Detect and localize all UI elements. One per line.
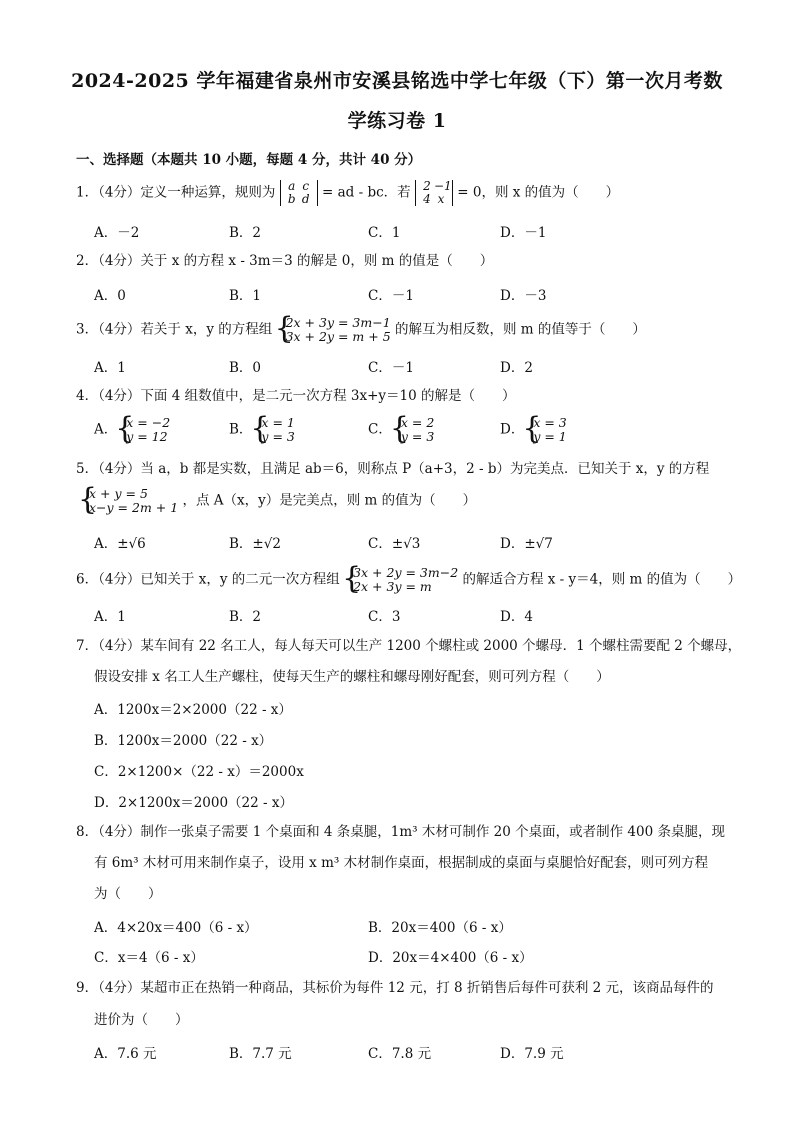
- option-c: C．±√3: [368, 536, 421, 552]
- option-a: A．1200x＝2×2000（22 - x）: [94, 702, 292, 718]
- question-7: 7．（4分）某车间有 22 名工人，每人每天可以生产 1200 个螺柱或 2000 个螺母．1 个螺柱需要配 2 个螺母，: [76, 638, 742, 654]
- option-b: B．{ x = 1 y = 3: [229, 416, 295, 444]
- option-a: A．4×20x＝400（6 - x）: [94, 920, 258, 936]
- option-c: C．x＝4（6 - x）: [94, 950, 204, 966]
- option-c: C．7.8 元: [368, 1046, 432, 1062]
- option-b: B．20x＝400（6 - x）: [368, 920, 512, 936]
- option-d: D．2×1200x＝2000（22 - x）: [94, 795, 293, 811]
- question-8-cont2: 为（ ）: [94, 886, 162, 902]
- option-b: B．0: [229, 360, 262, 376]
- question-text: 1．（4分）定义一种运算，规则为: [76, 184, 276, 201]
- option-d: D．±√7: [500, 536, 553, 552]
- option-c: C．－1: [368, 360, 414, 376]
- option-a: A．1: [94, 609, 126, 625]
- option-d: D．－1: [500, 225, 547, 241]
- page-title-line1: 2024-2025 学年福建省泉州市安溪县铭选中学七年级（下）第一次月考数: [71, 70, 723, 92]
- equation-system: { 2x + 3y = 3m−1 3x + 2y = m + 5: [277, 316, 391, 344]
- option-d: D．－3: [500, 288, 547, 304]
- option-c: C．1: [368, 225, 401, 241]
- question-9-cont: 进价为（ ）: [94, 1012, 189, 1028]
- question-5-cont: { x + y = 5 x−y = 2m + 1 ，点 A（x，y）是完美点，则 m 的值为（ ）: [76, 487, 476, 515]
- option-c: C．2×1200×（22 - x）＝2000x: [94, 764, 304, 780]
- option-c: C．3: [368, 609, 401, 625]
- question-5: 5．（4分）当 a，b 都是实数，且满足 ab＝6，则称点 P（a+3，2 - b）为完美点．已知关于 x，y 的方程: [76, 461, 710, 477]
- option-a: A．－2: [94, 225, 140, 241]
- option-d: D．2: [500, 360, 533, 376]
- option-d: D．4: [500, 609, 533, 625]
- question-text: = 0，则 x 的值为（ ）: [457, 184, 620, 201]
- option-a: A．7.6 元: [94, 1046, 157, 1062]
- option-a: A．0: [94, 288, 126, 304]
- question-9: 9．（4分）某超市正在热销一种商品，其标价为每件 12 元，打 8 折销售后每件可获利 2 元，该商品每件的: [76, 980, 714, 996]
- question-8: 8．（4分）制作一张桌子需要 1 个桌面和 4 条桌腿，1m³ 木材可制作 20 个桌面，或者制作 400 条桌腿，现: [76, 824, 725, 840]
- section-heading: 一、选择题（本题共 10 小题，每题 4 分，共计 40 分）: [76, 152, 422, 168]
- question-4: 4．（4分）下面 4 组数值中，是二元一次方程 3x+y＝10 的解是（ ）: [76, 388, 516, 404]
- option-b: B．7.7 元: [229, 1046, 292, 1062]
- option-d: D．{ x = 3 y = 1: [500, 416, 567, 444]
- option-b: B．2: [229, 609, 262, 625]
- determinant-given: 2 −1 4 x: [415, 180, 453, 206]
- question-text: = ad - bc．若: [322, 184, 411, 201]
- question-1: [76, 180, 619, 206]
- page-title-line2: 学练习卷 1: [347, 110, 447, 132]
- question-6: 6．（4分）已知关于 x，y 的二元一次方程组 { 3x + 2y = 3m−2 2x + 3y = m 的解适合方程 x - y＝4，则 m 的值为（ ）: [76, 566, 741, 594]
- option-d: D．7.9 元: [500, 1046, 564, 1062]
- option-a: A．{ x = −2 y = 12: [94, 416, 170, 444]
- option-c: C．{ x = 2 y = 3: [368, 416, 434, 444]
- question-8-cont: 有 6m³ 木材可用来制作桌子，设用 x m³ 木材制作桌面，根据制成的桌面与桌腿恰好配套，则可列方程: [94, 855, 709, 871]
- question-7-cont: 假设安排 x 名工人生产螺柱，使每天生产的螺柱和螺母刚好配套，则可列方程（ ）: [94, 669, 610, 685]
- option-b: B．1200x＝2000（22 - x）: [94, 733, 273, 749]
- option-c: C．－1: [368, 288, 414, 304]
- option-d: D．20x＝4×400（6 - x）: [368, 950, 533, 966]
- option-b: B．±√2: [229, 536, 281, 552]
- question-2: 2．（4分）关于 x 的方程 x - 3m＝3 的解是 0，则 m 的值是（ ）: [76, 253, 494, 269]
- option-b: B．1: [229, 288, 262, 304]
- question-3: 3．（4分）若关于 x，y 的方程组 { 2x + 3y = 3m−1 3x + 2y = m + 5 的解互为相反数，则 m 的值等于（ ）: [76, 316, 646, 344]
- option-b: B．2: [229, 225, 262, 241]
- option-a: A．±√6: [94, 536, 146, 552]
- option-a: A．1: [94, 360, 126, 376]
- determinant-definition: a c b d: [280, 180, 318, 206]
